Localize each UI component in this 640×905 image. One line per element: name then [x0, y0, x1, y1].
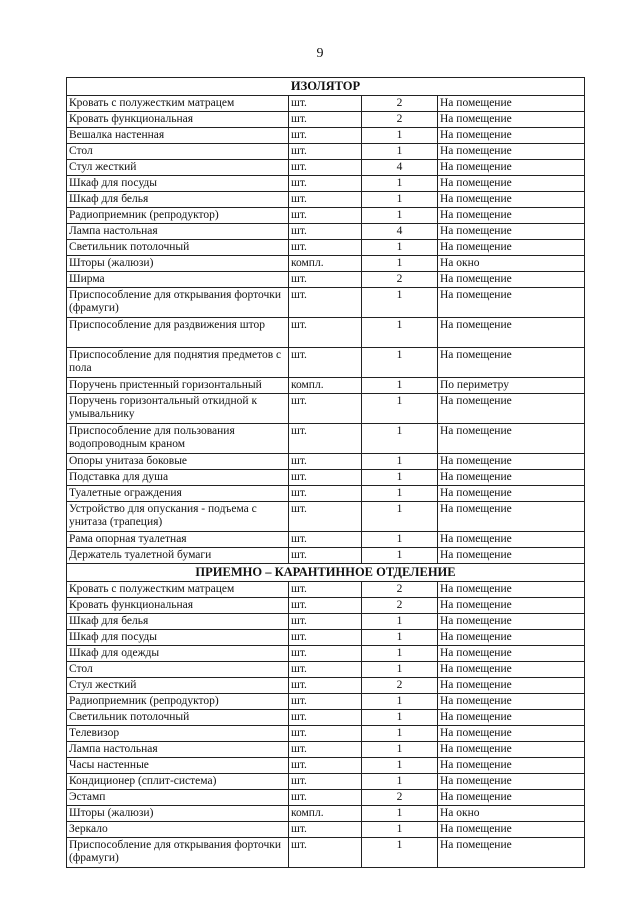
- unit-cell: шт.: [289, 486, 362, 502]
- unit-cell: шт.: [289, 348, 362, 378]
- note-cell: На помещение: [438, 678, 585, 694]
- item-name-cell: Приспособление для открывания форточки (фрамуги): [67, 838, 289, 868]
- table-row: [67, 240, 585, 256]
- item-name-cell: Эстамп: [67, 790, 289, 806]
- note-cell: На помещение: [438, 726, 585, 742]
- item-name-cell: Кровать функциональная: [67, 112, 289, 128]
- unit-cell: шт.: [289, 742, 362, 758]
- note-cell: На помещение: [438, 822, 585, 838]
- unit-cell: компл.: [289, 806, 362, 822]
- item-name-cell: Держатель туалетной бумаги: [67, 548, 289, 564]
- note-cell: На помещение: [438, 240, 585, 256]
- note-cell: На помещение: [438, 176, 585, 192]
- quantity-cell: 1: [362, 424, 438, 454]
- note-cell: На помещение: [438, 630, 585, 646]
- note-cell: На окно: [438, 806, 585, 822]
- quantity-cell: 1: [362, 348, 438, 378]
- item-name-cell: Радиоприемник (репродуктор): [67, 208, 289, 224]
- unit-cell: компл.: [289, 378, 362, 394]
- quantity-cell: 1: [362, 176, 438, 192]
- note-cell: На помещение: [438, 348, 585, 378]
- table-row: [67, 96, 585, 112]
- table-row: [67, 726, 585, 742]
- unit-cell: шт.: [289, 470, 362, 486]
- table-row: [67, 454, 585, 470]
- item-name-cell: Кровать с полужестким матрацем: [67, 582, 289, 598]
- quantity-cell: 1: [362, 548, 438, 564]
- unit-cell: шт.: [289, 630, 362, 646]
- table-row: [67, 272, 585, 288]
- unit-cell: шт.: [289, 790, 362, 806]
- item-name-cell: Часы настенные: [67, 758, 289, 774]
- note-cell: По периметру: [438, 378, 585, 394]
- item-name-cell: Приспособление для пользования водопроводным краном: [67, 424, 289, 454]
- quantity-cell: 2: [362, 582, 438, 598]
- table-row: [67, 192, 585, 208]
- table-row: [67, 532, 585, 548]
- note-cell: На помещение: [438, 160, 585, 176]
- item-name-cell: Стол: [67, 662, 289, 678]
- table-row: [67, 630, 585, 646]
- item-name-cell: Туалетные ограждения: [67, 486, 289, 502]
- unit-cell: шт.: [289, 424, 362, 454]
- quantity-cell: 1: [362, 256, 438, 272]
- section-header: [67, 564, 585, 582]
- table-row: [67, 614, 585, 630]
- item-name-cell: Шторы (жалюзи): [67, 256, 289, 272]
- note-cell: На помещение: [438, 424, 585, 454]
- quantity-cell: 1: [362, 822, 438, 838]
- unit-cell: шт.: [289, 774, 362, 790]
- note-cell: На помещение: [438, 662, 585, 678]
- unit-cell: шт.: [289, 192, 362, 208]
- table-row: [67, 424, 585, 454]
- item-name-cell: Радиоприемник (репродуктор): [67, 694, 289, 710]
- quantity-cell: 1: [362, 144, 438, 160]
- quantity-cell: 1: [362, 470, 438, 486]
- item-name-cell: Светильник потолочный: [67, 240, 289, 256]
- note-cell: На окно: [438, 256, 585, 272]
- table-row: [67, 710, 585, 726]
- unit-cell: шт.: [289, 646, 362, 662]
- note-cell: На помещение: [438, 548, 585, 564]
- unit-cell: шт.: [289, 144, 362, 160]
- note-cell: На помещение: [438, 470, 585, 486]
- item-name-cell: Шкаф для одежды: [67, 646, 289, 662]
- note-cell: На помещение: [438, 742, 585, 758]
- table-row: [67, 378, 585, 394]
- table-row: [67, 112, 585, 128]
- quantity-cell: 2: [362, 790, 438, 806]
- unit-cell: шт.: [289, 598, 362, 614]
- quantity-cell: 1: [362, 318, 438, 348]
- quantity-cell: 1: [362, 502, 438, 532]
- item-name-cell: Приспособление для открывания форточки (фрамуги): [67, 288, 289, 318]
- quantity-cell: 1: [362, 240, 438, 256]
- quantity-cell: 1: [362, 710, 438, 726]
- unit-cell: шт.: [289, 710, 362, 726]
- quantity-cell: 2: [362, 678, 438, 694]
- table-row: [67, 160, 585, 176]
- item-name-cell: Светильник потолочный: [67, 710, 289, 726]
- table-row: [67, 176, 585, 192]
- table-row: [67, 486, 585, 502]
- note-cell: На помещение: [438, 454, 585, 470]
- item-name-cell: Вешалка настенная: [67, 128, 289, 144]
- table-row: [67, 678, 585, 694]
- quantity-cell: 2: [362, 112, 438, 128]
- quantity-cell: 4: [362, 160, 438, 176]
- note-cell: На помещение: [438, 758, 585, 774]
- unit-cell: шт.: [289, 224, 362, 240]
- quantity-cell: 1: [362, 614, 438, 630]
- table-row: [67, 822, 585, 838]
- quantity-cell: 2: [362, 598, 438, 614]
- note-cell: На помещение: [438, 502, 585, 532]
- table-row: [67, 288, 585, 318]
- table-row: [67, 394, 585, 424]
- note-cell: На помещение: [438, 838, 585, 868]
- note-cell: На помещение: [438, 128, 585, 144]
- item-name-cell: Поручень пристенный горизонтальный: [67, 378, 289, 394]
- table-row: [67, 694, 585, 710]
- table-row: [67, 502, 585, 532]
- note-cell: На помещение: [438, 694, 585, 710]
- unit-cell: шт.: [289, 208, 362, 224]
- unit-cell: шт.: [289, 694, 362, 710]
- quantity-cell: 1: [362, 454, 438, 470]
- table-row: [67, 662, 585, 678]
- note-cell: На помещение: [438, 582, 585, 598]
- table-row: [67, 470, 585, 486]
- table-row: [67, 790, 585, 806]
- quantity-cell: 1: [362, 774, 438, 790]
- quantity-cell: 1: [362, 394, 438, 424]
- quantity-cell: 1: [362, 288, 438, 318]
- note-cell: На помещение: [438, 96, 585, 112]
- table-row: [67, 128, 585, 144]
- item-name-cell: Стул жесткий: [67, 160, 289, 176]
- unit-cell: шт.: [289, 272, 362, 288]
- table-row: [67, 742, 585, 758]
- unit-cell: шт.: [289, 318, 362, 348]
- item-name-cell: Телевизор: [67, 726, 289, 742]
- note-cell: На помещение: [438, 272, 585, 288]
- note-cell: На помещение: [438, 144, 585, 160]
- item-name-cell: Шкаф для посуды: [67, 176, 289, 192]
- page-number: 9: [316, 46, 324, 61]
- note-cell: На помещение: [438, 394, 585, 424]
- unit-cell: шт.: [289, 678, 362, 694]
- unit-cell: шт.: [289, 614, 362, 630]
- quantity-cell: 1: [362, 532, 438, 548]
- note-cell: На помещение: [438, 112, 585, 128]
- table-row: [67, 582, 585, 598]
- unit-cell: шт.: [289, 176, 362, 192]
- item-name-cell: Шторы (жалюзи): [67, 806, 289, 822]
- quantity-cell: 1: [362, 630, 438, 646]
- section-header: [67, 78, 585, 96]
- quantity-cell: 1: [362, 646, 438, 662]
- table-row: [67, 318, 585, 348]
- item-name-cell: Стол: [67, 144, 289, 160]
- item-name-cell: Кондиционер (сплит-система): [67, 774, 289, 790]
- quantity-cell: 1: [362, 726, 438, 742]
- table-row: [67, 548, 585, 564]
- quantity-cell: 1: [362, 378, 438, 394]
- unit-cell: шт.: [289, 160, 362, 176]
- item-name-cell: Зеркало: [67, 822, 289, 838]
- unit-cell: шт.: [289, 394, 362, 424]
- equipment-table-body: [67, 78, 585, 868]
- section-title: ПРИЕМНО – КАРАНТИННОЕ ОТДЕЛЕНИЕ: [67, 564, 585, 582]
- item-name-cell: Шкаф для посуды: [67, 630, 289, 646]
- unit-cell: шт.: [289, 240, 362, 256]
- note-cell: На помещение: [438, 614, 585, 630]
- note-cell: На помещение: [438, 774, 585, 790]
- table-row: [67, 256, 585, 272]
- item-name-cell: Лампа настольная: [67, 224, 289, 240]
- item-name-cell: Поручень горизонтальный откидной к умывальнику: [67, 394, 289, 424]
- unit-cell: шт.: [289, 662, 362, 678]
- note-cell: На помещение: [438, 192, 585, 208]
- note-cell: На помещение: [438, 224, 585, 240]
- item-name-cell: Лампа настольная: [67, 742, 289, 758]
- unit-cell: шт.: [289, 288, 362, 318]
- unit-cell: шт.: [289, 582, 362, 598]
- quantity-cell: 1: [362, 806, 438, 822]
- unit-cell: компл.: [289, 256, 362, 272]
- unit-cell: шт.: [289, 532, 362, 548]
- item-name-cell: Подставка для душа: [67, 470, 289, 486]
- quantity-cell: 1: [362, 742, 438, 758]
- note-cell: На помещение: [438, 790, 585, 806]
- item-name-cell: Кровать с полужестким матрацем: [67, 96, 289, 112]
- quantity-cell: 2: [362, 272, 438, 288]
- unit-cell: шт.: [289, 128, 362, 144]
- item-name-cell: Ширма: [67, 272, 289, 288]
- quantity-cell: 1: [362, 486, 438, 502]
- item-name-cell: Приспособление для поднятия предметов с пола: [67, 348, 289, 378]
- unit-cell: шт.: [289, 838, 362, 868]
- item-name-cell: Опоры унитаза боковые: [67, 454, 289, 470]
- section-title: ИЗОЛЯТОР: [67, 78, 585, 96]
- table-row: [67, 758, 585, 774]
- note-cell: На помещение: [438, 532, 585, 548]
- quantity-cell: 4: [362, 224, 438, 240]
- unit-cell: шт.: [289, 96, 362, 112]
- quantity-cell: 1: [362, 694, 438, 710]
- item-name-cell: Стул жесткий: [67, 678, 289, 694]
- unit-cell: шт.: [289, 454, 362, 470]
- item-name-cell: Шкаф для белья: [67, 192, 289, 208]
- table-row: [67, 348, 585, 378]
- unit-cell: шт.: [289, 548, 362, 564]
- note-cell: На помещение: [438, 208, 585, 224]
- unit-cell: шт.: [289, 758, 362, 774]
- note-cell: На помещение: [438, 318, 585, 348]
- table-row: [67, 774, 585, 790]
- unit-cell: шт.: [289, 822, 362, 838]
- table-row: [67, 646, 585, 662]
- item-name-cell: Рама опорная туалетная: [67, 532, 289, 548]
- quantity-cell: 1: [362, 208, 438, 224]
- unit-cell: шт.: [289, 726, 362, 742]
- item-name-cell: Устройство для опускания - подъема с унитаза (трапеция): [67, 502, 289, 532]
- table-row: [67, 208, 585, 224]
- quantity-cell: 1: [362, 838, 438, 868]
- note-cell: На помещение: [438, 486, 585, 502]
- table-row: [67, 144, 585, 160]
- quantity-cell: 1: [362, 192, 438, 208]
- equipment-table: [66, 77, 585, 868]
- item-name-cell: Приспособление для раздвижения штор: [67, 318, 289, 348]
- table-row: [67, 838, 585, 868]
- unit-cell: шт.: [289, 112, 362, 128]
- item-name-cell: Шкаф для белья: [67, 614, 289, 630]
- quantity-cell: 2: [362, 96, 438, 112]
- item-name-cell: Кровать функциональная: [67, 598, 289, 614]
- quantity-cell: 1: [362, 758, 438, 774]
- table-row: [67, 598, 585, 614]
- unit-cell: шт.: [289, 502, 362, 532]
- note-cell: На помещение: [438, 646, 585, 662]
- quantity-cell: 1: [362, 128, 438, 144]
- table-row: [67, 806, 585, 822]
- quantity-cell: 1: [362, 662, 438, 678]
- note-cell: На помещение: [438, 710, 585, 726]
- note-cell: На помещение: [438, 598, 585, 614]
- table-row: [67, 224, 585, 240]
- note-cell: На помещение: [438, 288, 585, 318]
